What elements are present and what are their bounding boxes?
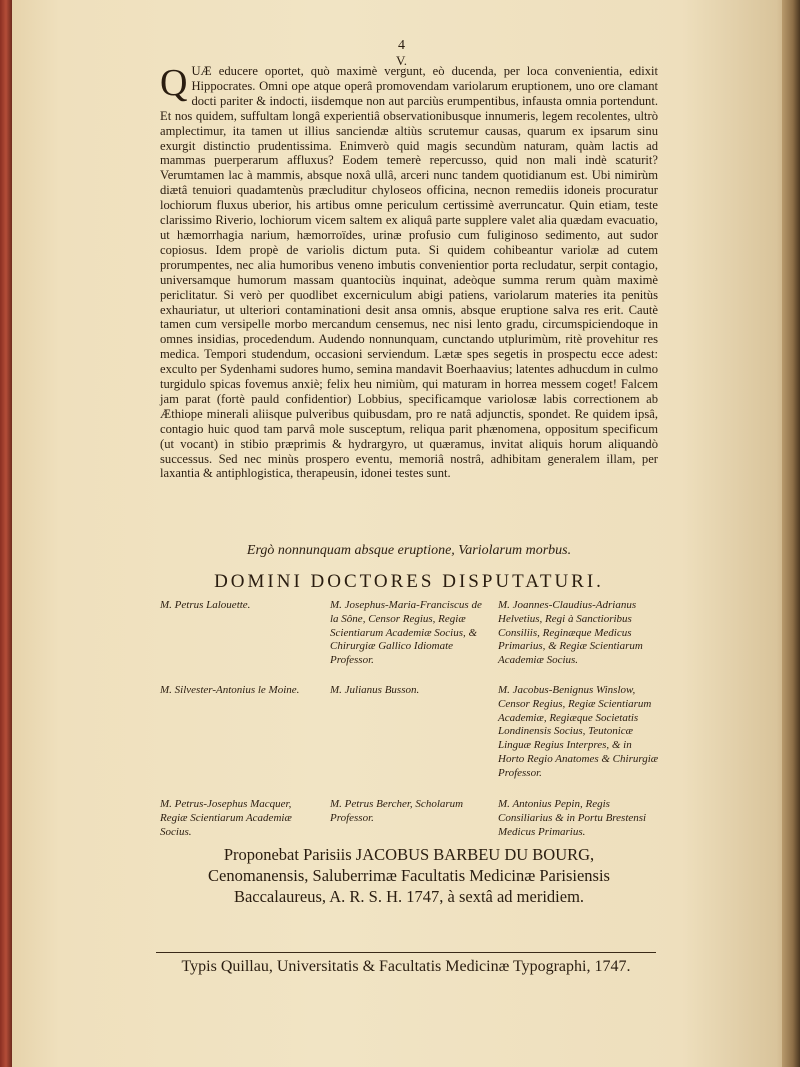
- doctor-entry: M. Josephus-Maria-Franciscus de la Sône, Censor Regius, Regiæ Scientiarum Academiæ Socius, & Chirurgiæ Gallico Idiomate Professor.: [330, 599, 482, 667]
- drop-cap: Q: [160, 62, 188, 104]
- presenter-line: Baccalaureus, A. R. S. H. 1747, à sextâ ad meridiem.: [233, 887, 585, 906]
- doctor-entry: M. Joannes-Claudius-Adrianus Helvetius, Regi à Sanctioribus Consiliis, Reginæque Medicus Primarius, & Regiæ Scientiarum Academiæ Socius.: [498, 599, 643, 667]
- book-binding: [0, 0, 12, 1067]
- conclusion-line: Ergò nonnunquam absque eruptione, Variolarum morbus.: [246, 543, 572, 558]
- presenter-block: [160, 844, 658, 907]
- doctor-entry: M. Silvester-Antonius le Moine.: [160, 684, 300, 696]
- main-paragraph: UÆ educere oportet, quò maximè vergunt, eò ducenda, per loca convenientia, edixit Hippocrates. Omni ope atque operâ promovendam variolarum eruptionem, uno ore clamant docti pariter & indocti, iisdemque non aut parciùs erumpentibus, infausta omnia portendunt. Et nos quidem, suffultam longâ experientiâ observationibusque innumeris, legem recolentes, ultrò amplectimur, ita tamen ut illius sanciendæ altiùs scrutemur causas, quarum ex ipsarum sinu exurgit distinctio prudentissima. Enimverò quid magis secundùm naturam, quàm lactis ad mammas puerperarum affluxus? Eodem temerè repercusso, quid non mali indè scaturit? Verumtamen lac à mammis, absque noxâ ullâ, arceri nunc tandem quotidianum est. Ubi nimirùm diætâ tenuiori quadamtenùs præcluditur chyloseos officina, necnon remediis idoneis procuratur lochiorum fluxus uberior, his artibus omne periculum certissimè averruncatur. Quin etiam, teste clarissimo Riverio, lochiorum vicem saltem ex aliquâ parte supplere valet alia quædam evacuatio, ut hæmorrhagia narium, hæmorroïdes, urinæ profusio cum fuliginoso sedimento, aut sudor copiosus. Idem propè de variolis dictum puta. Si quidem cohibeantur variolæ ad cutem prorumpentes, nec alia humoribus veneno imbutis convenientior porta recludatur, serpit contagio, universamque humorum massam quantociùs inquinat, adeòque summa rerum quàm maximè periclitatur. Si verò per quodlibet excerniculum abigi patiens, variolarum materies ita penitùs exhauriatur, ut ulteriori contaminationi desit ansa omnis, absque eruptione salva res erit. Cautè tamen cum versipelle morbo mercandum censemus, nec nisi lento gradu, circumspiciendoque in omnes insidias, procedendum. Audendo nonnunquam, cunctando utplurimùm, ritè provehitur res medica. Tempori studendum, occasioni serviendum. Lætæ spes segetis in prospectu ecce adest: exculto per Sydenhami sudores humo, semina mandavit Boerhaavius; latentes adhucdum in culmo turgidulo spicas fovemus anxiè; felix heu nimiùm, qui maturam in horrea messem coget! Falcem jam parat (fortè pauld confidentior) Lobbius, specificamque variolosæ labis correctionem ab Æthiope minerali aliisque pulveribus quibusdam, pro re natâ adjunctis, spondet. Re quidem ipsâ, contagio huic quod tam parvâ mole susceptum, reliqua parit phænomena, oppositum specificum (ut vocant) in stibio præprimis & hydrargyro, ut quæramus, invitat aliquis horum aliquandò successus. Sed nec minùs prospero eventu, memoriâ nostrâ, adhibitam generalem illam, per laxantia & antiphlogistica, therapeusin, idonei testes sunt.: [160, 64, 658, 481]
- printer-footer: Typis Quillau, Universitatis & Facultatis Medicinæ Typographi, 1747.: [181, 958, 631, 975]
- doctor-entry: M. Antonius Pepin, Regis Consiliarius & in Portu Brestensi Medicus Primarius.: [498, 798, 647, 838]
- doctor-entry: M. Jacobus-Benignus Winslow, Censor Regius, Regiæ Scientiarum Academiæ, Regiæque Societatis Londinensis Socius, Teutonicæ Linguæ Regius Interpres, & in Horto Regio Anatomes & Chirurgiæ Professor.: [498, 684, 659, 779]
- footer-rule: [156, 952, 656, 953]
- doctor-entry: M. Petrus-Josephus Macquer, Regiæ Scientiarum Academiæ Socius.: [160, 798, 292, 838]
- page-number: 4: [398, 38, 405, 53]
- doctor-entry: M. Petrus Bercher, Scholarum Professor.: [330, 798, 464, 824]
- presenter-line: Proponebat Parisiis JACOBUS BARBEU DU BOURG,: [223, 845, 595, 864]
- doctors-heading: DOMINI DOCTORES DISPUTATURI.: [214, 571, 604, 592]
- doctor-entry: M. Petrus Lalouette.: [160, 599, 251, 611]
- main-paragraph-block: [160, 64, 658, 481]
- page-gutter-shadow: [782, 0, 800, 1067]
- doctor-entry: M. Julianus Busson.: [330, 684, 420, 696]
- presenter-line: Cenomanensis, Saluberrimæ Facultatis Medicinæ Parisiensis: [208, 866, 610, 885]
- section-number: V.: [396, 53, 407, 68]
